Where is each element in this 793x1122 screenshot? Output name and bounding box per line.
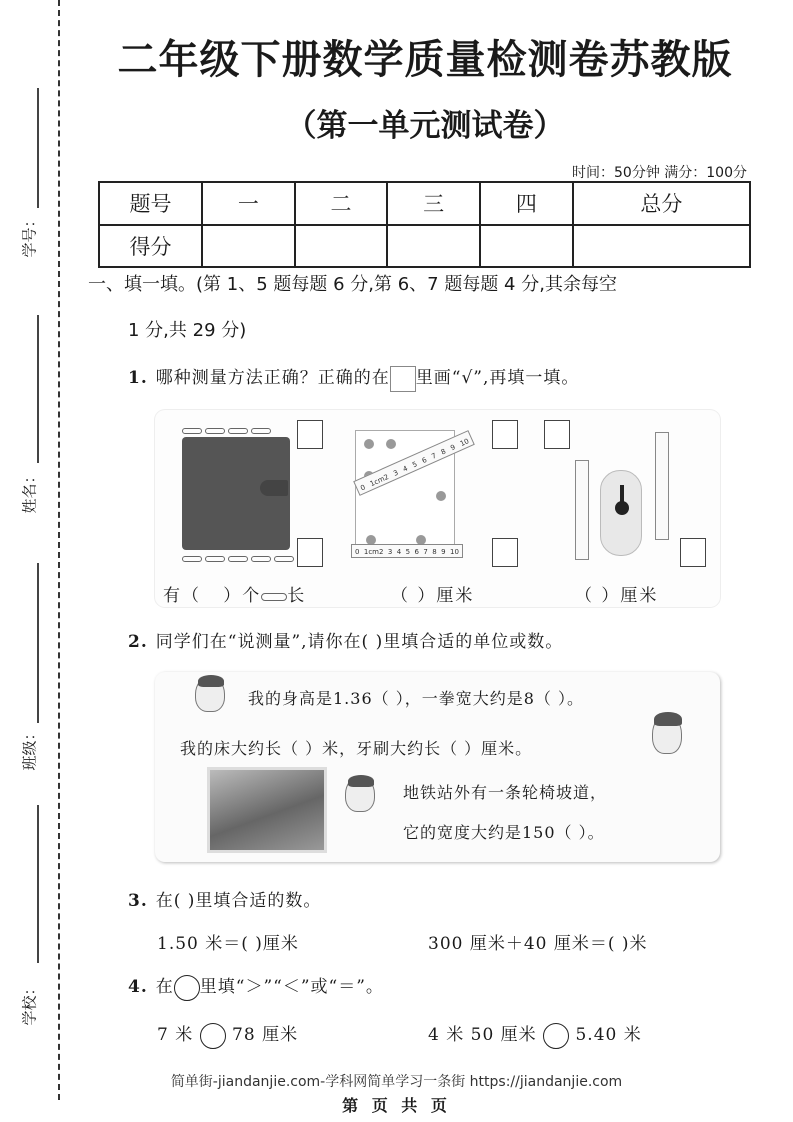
ruler-tick: 0 bbox=[359, 483, 367, 493]
ruler-tick: 1cm2 bbox=[368, 472, 390, 489]
answer-check-box[interactable] bbox=[297, 538, 323, 567]
ruler-tick: 6 bbox=[414, 548, 419, 556]
compare-right: 5.40 米 bbox=[575, 1025, 642, 1045]
question-2 bbox=[128, 627, 563, 652]
class-line[interactable] bbox=[37, 563, 39, 723]
question-text: 在( )里填合适的数。 bbox=[155, 891, 322, 911]
question-number: 4. bbox=[128, 977, 148, 997]
hair bbox=[348, 775, 374, 787]
compare-left: 7 米 bbox=[157, 1025, 194, 1045]
wheelchair-ramp-photo bbox=[207, 767, 327, 853]
dialog-line: 我的身高是1.36（ ），一拳宽大约是8（ ）。 bbox=[248, 689, 584, 708]
dialog-line: 它的宽度大约是150（ ）。 bbox=[403, 823, 605, 842]
hair bbox=[198, 675, 224, 687]
boy-illustration bbox=[345, 776, 375, 812]
ruler-tick: 7 bbox=[430, 451, 438, 461]
header-cell: 总分 bbox=[573, 182, 750, 225]
question-text: 哪种测量方法正确？正确的在 bbox=[155, 368, 390, 388]
ruler-tick: 3 bbox=[387, 548, 393, 556]
answer-check-box[interactable] bbox=[680, 538, 706, 567]
paperclip-icon bbox=[182, 428, 202, 434]
ruler-tick: 3 bbox=[392, 468, 400, 478]
school-line[interactable] bbox=[37, 805, 39, 963]
ruler-tick: 1cm2 bbox=[363, 548, 384, 556]
paperclip-row-bottom bbox=[182, 556, 294, 562]
ruler-tick: 9 bbox=[449, 443, 457, 453]
answer-check-box[interactable] bbox=[544, 420, 570, 449]
score-table-score-row bbox=[99, 225, 750, 268]
question-text: 里填“＞”“＜”或“＝”。 bbox=[199, 977, 384, 997]
ruler-tick: 5 bbox=[411, 460, 419, 470]
wallet-clasp bbox=[260, 480, 288, 496]
paperclip-icon bbox=[251, 428, 271, 434]
question-1-figure-panel bbox=[155, 410, 720, 607]
score-table bbox=[98, 181, 751, 268]
question-4 bbox=[128, 972, 384, 1001]
header-cell: 题号 bbox=[99, 182, 202, 225]
dialog-line: 地铁站外有一条轮椅坡道， bbox=[403, 783, 608, 802]
paperclip-row-top bbox=[182, 428, 271, 434]
paperclip-icon bbox=[205, 428, 225, 434]
compare-right: 78 厘米 bbox=[232, 1025, 299, 1045]
question-text: 同学们在“说测量”,请你在( )里填合适的单位或数。 bbox=[155, 632, 564, 652]
question-text: 里画“√”,再填一填。 bbox=[415, 368, 580, 388]
score-cell[interactable] bbox=[295, 225, 388, 268]
compare-circle-sample bbox=[174, 975, 200, 1001]
label-text: 有（ bbox=[163, 586, 201, 606]
score-label-cell: 得分 bbox=[99, 225, 202, 268]
fill-blank-item[interactable]: 300 厘米＋40 厘米＝( )米 bbox=[428, 934, 648, 954]
boy-illustration bbox=[195, 676, 225, 712]
paperclip-icon bbox=[228, 556, 248, 562]
question-text: 在 bbox=[155, 977, 174, 997]
student-id-label: 学号： bbox=[20, 212, 39, 258]
ruler-tick: 10 bbox=[458, 437, 471, 449]
score-cell[interactable] bbox=[387, 225, 480, 268]
notepad-answer-label: （ ）厘米 bbox=[391, 586, 475, 606]
vertical-ruler-left bbox=[575, 460, 589, 560]
header-cell: 三 bbox=[387, 182, 480, 225]
paperclip-icon bbox=[228, 428, 248, 434]
compare-answer-circle[interactable] bbox=[200, 1023, 226, 1049]
ruler-tick: 6 bbox=[420, 455, 429, 466]
ruler-tick: 9 bbox=[441, 548, 446, 556]
ruler-tick: 0 bbox=[355, 548, 360, 556]
paperclip-icon bbox=[205, 556, 225, 562]
ruler-tick: 8 bbox=[439, 447, 448, 457]
question-2-figure-panel bbox=[155, 672, 720, 862]
header-cell: 二 bbox=[295, 182, 388, 225]
ruler-tick: 5 bbox=[405, 548, 411, 556]
label-text: 长 bbox=[287, 586, 307, 606]
ruler-tick: 4 bbox=[401, 464, 410, 474]
ruler-tick: 7 bbox=[423, 548, 428, 556]
school-label: 学校： bbox=[20, 980, 39, 1026]
question-number: 3. bbox=[128, 891, 148, 911]
bottom-ruler bbox=[351, 544, 463, 558]
answer-check-box[interactable] bbox=[492, 420, 518, 449]
answer-check-box[interactable] bbox=[492, 538, 518, 567]
flower-decoration bbox=[364, 439, 374, 449]
page-title: 二年级下册数学质量检测卷苏教版 bbox=[117, 37, 733, 83]
header-cell: 一 bbox=[202, 182, 295, 225]
exam-meta: 时间：50分钟 满分：100分 bbox=[572, 165, 747, 181]
class-label: 班级： bbox=[20, 725, 39, 771]
paperclip-icon bbox=[182, 556, 202, 562]
eraser-knob bbox=[615, 501, 629, 515]
question-1 bbox=[128, 363, 579, 392]
ruler-tick: 10 bbox=[449, 548, 459, 556]
flower-decoration bbox=[386, 439, 396, 449]
answer-check-box[interactable] bbox=[297, 420, 323, 449]
paperclip-icon bbox=[274, 556, 294, 562]
footer-watermark-link[interactable]: 简单街-jiandanjie.com-学科网简单学习一条街 https://jiandanjie.com bbox=[170, 1074, 623, 1090]
page-number: 第 页 共 页 bbox=[342, 1096, 451, 1115]
question-number: 1. bbox=[128, 368, 148, 388]
wallet-answer-label bbox=[163, 581, 306, 606]
page-subtitle: （第一单元测试卷） bbox=[285, 108, 565, 144]
label-text: ）个 bbox=[223, 586, 262, 606]
ruler-tick: 8 bbox=[432, 548, 437, 556]
compare-item bbox=[157, 1020, 298, 1049]
score-cell[interactable] bbox=[202, 225, 295, 268]
fill-blank-item[interactable]: 1.50 米＝( )厘米 bbox=[157, 934, 299, 954]
check-box-sample bbox=[390, 366, 416, 392]
compare-left: 4 米 50 厘米 bbox=[428, 1025, 537, 1045]
compare-item bbox=[428, 1020, 642, 1049]
vertical-ruler-right bbox=[655, 432, 669, 540]
hair bbox=[654, 712, 682, 726]
question-3 bbox=[128, 886, 321, 911]
header-cell: 四 bbox=[480, 182, 573, 225]
name-line[interactable] bbox=[37, 315, 39, 463]
score-cell[interactable] bbox=[573, 225, 750, 268]
question-number: 2. bbox=[128, 632, 148, 652]
name-label: 姓名： bbox=[20, 468, 39, 514]
section-heading-cont: 1 分,共 29 分) bbox=[128, 320, 247, 341]
ruler-tick: 4 bbox=[396, 548, 402, 556]
dialog-line: 我的床大约长（ ）米，牙刷大约长（ ）厘米。 bbox=[180, 739, 533, 758]
section-heading: 一、填一填。(第 1、5 题每题 6 分,第 6、7 题每题 4 分,其余每空 bbox=[88, 274, 617, 295]
cut-line bbox=[58, 0, 60, 1100]
score-table-header-row bbox=[99, 182, 750, 225]
eraser-answer-label: （ ）厘米 bbox=[575, 586, 659, 606]
eraser-image bbox=[600, 470, 642, 556]
compare-answer-circle[interactable] bbox=[543, 1023, 569, 1049]
score-cell[interactable] bbox=[480, 225, 573, 268]
flower-decoration bbox=[436, 491, 446, 501]
girl-illustration bbox=[652, 714, 682, 754]
paperclip-icon bbox=[251, 556, 271, 562]
paperclip-icon bbox=[261, 593, 287, 601]
